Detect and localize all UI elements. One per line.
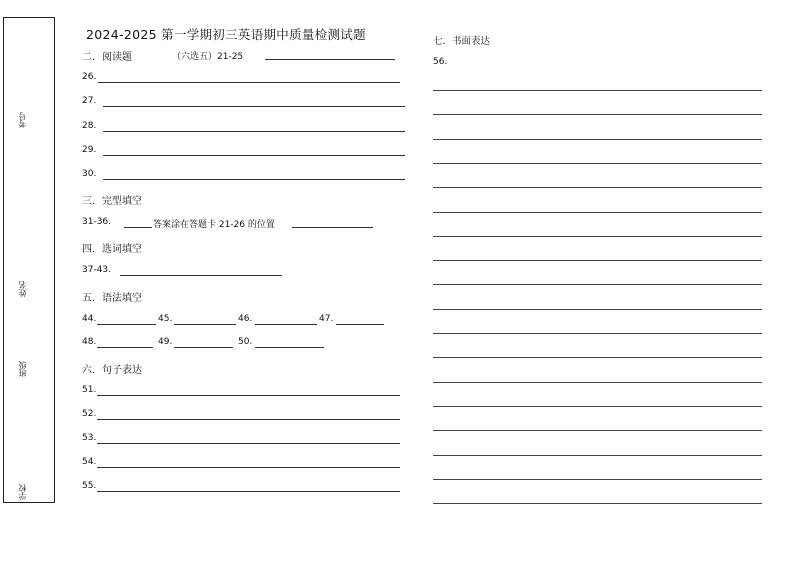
writing-line[interactable]	[433, 260, 762, 261]
exam-number-label: 考号	[18, 112, 27, 128]
writing-line[interactable]	[433, 455, 762, 456]
item-53: 53.	[82, 433, 97, 443]
writing-line[interactable]	[433, 187, 762, 188]
item-56: 56.	[433, 57, 448, 67]
writing-line[interactable]	[433, 479, 762, 480]
answer-line-53[interactable]	[97, 443, 400, 444]
item-51: 51.	[82, 385, 97, 395]
answer-line-48[interactable]	[97, 347, 153, 348]
writing-line[interactable]	[433, 163, 762, 164]
item-48: 48.	[82, 337, 97, 347]
item-37-43: 37-43.	[82, 265, 112, 275]
writing-line[interactable]	[433, 333, 762, 334]
writing-line[interactable]	[433, 309, 762, 310]
answer-line-50[interactable]	[255, 347, 324, 348]
section-3-note: 答案涂在答题卡 21-26 的位置	[153, 220, 275, 230]
writing-line[interactable]	[433, 503, 762, 504]
item-55: 55.	[82, 481, 97, 491]
writing-line[interactable]	[433, 382, 762, 383]
item-54: 54.	[82, 457, 97, 467]
item-47: 47.	[319, 314, 334, 324]
writing-line[interactable]	[433, 430, 762, 431]
answer-line-26[interactable]	[98, 82, 400, 83]
writing-line[interactable]	[433, 284, 762, 285]
answer-line-37-43[interactable]	[120, 275, 282, 276]
writing-line[interactable]	[433, 139, 762, 140]
item-26: 26.	[82, 72, 97, 82]
class-label: 班级	[18, 361, 27, 377]
item-29: 29.	[82, 145, 97, 155]
item-30: 30.	[82, 169, 97, 179]
answer-line-49[interactable]	[174, 347, 233, 348]
answer-line-55[interactable]	[97, 491, 400, 492]
item-45: 45.	[158, 314, 173, 324]
section-2-heading: 二．阅读题	[82, 52, 132, 63]
writing-line[interactable]	[433, 236, 762, 237]
answer-line-44[interactable]	[97, 324, 156, 325]
section-5-heading: 五．语法填空	[82, 293, 142, 304]
writing-line[interactable]	[433, 212, 762, 213]
item-50: 50.	[238, 337, 253, 347]
answer-line-30[interactable]	[103, 179, 405, 180]
school-label: 学校	[18, 484, 27, 500]
section-2-note: （六选五）21-25	[172, 52, 244, 62]
item-31-36: 31-36.	[82, 217, 112, 227]
section-3-heading: 三．完型填空	[82, 196, 142, 207]
writing-line[interactable]	[433, 90, 762, 91]
name-label: 姓名	[18, 281, 27, 297]
item-44: 44.	[82, 314, 97, 324]
page-title: 2024-2025 第一学期初三英语期中质量检测试题	[86, 27, 366, 42]
answer-line-47[interactable]	[336, 324, 384, 325]
answer-line-52[interactable]	[97, 419, 400, 420]
answer-line-29[interactable]	[103, 155, 405, 156]
answer-line-28[interactable]	[103, 131, 405, 132]
item-27: 27.	[82, 96, 97, 106]
answer-line-27[interactable]	[103, 106, 405, 107]
answer-line-45[interactable]	[174, 324, 236, 325]
answer-line-21-25[interactable]	[265, 59, 395, 60]
writing-line[interactable]	[433, 114, 762, 115]
answer-line-54[interactable]	[97, 467, 400, 468]
item-28: 28.	[82, 121, 97, 131]
section-4-heading: 四．选词填空	[82, 244, 142, 255]
item-46: 46.	[238, 314, 253, 324]
section-6-heading: 六．句子表达	[82, 365, 142, 376]
section-7-heading: 七．书面表达	[433, 36, 491, 47]
blank-line-tail	[292, 227, 373, 228]
item-49: 49.	[158, 337, 173, 347]
answer-line-46[interactable]	[255, 324, 317, 325]
blank-line-short	[124, 227, 152, 228]
student-info-box	[3, 17, 55, 503]
item-52: 52.	[82, 409, 97, 419]
answer-line-51[interactable]	[97, 395, 400, 396]
writing-line[interactable]	[433, 406, 762, 407]
writing-line[interactable]	[433, 357, 762, 358]
